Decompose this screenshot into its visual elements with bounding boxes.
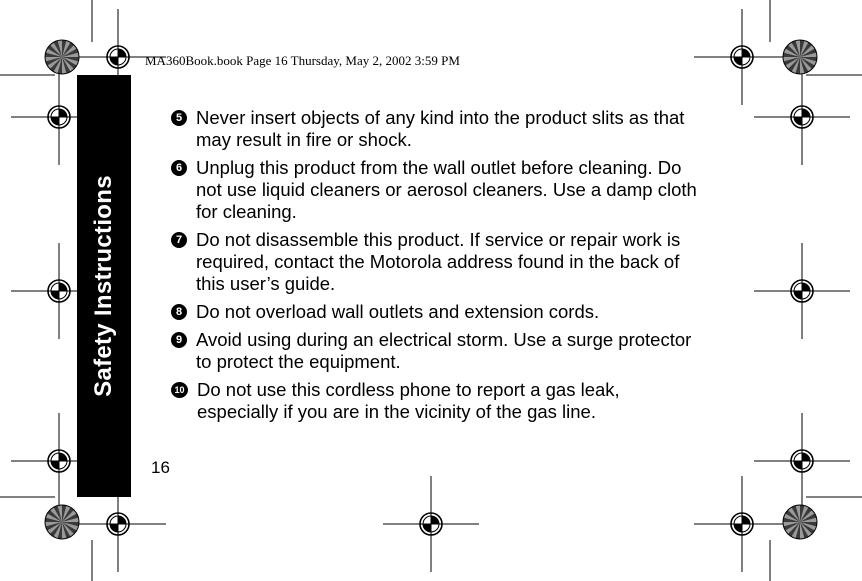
registration-target (694, 9, 790, 105)
file-info-header: MA360Book.book Page 16 Thursday, May 2, 2002 3:59 PM (145, 53, 460, 68)
list-item (171, 229, 701, 295)
item-number-badge: 9 (171, 332, 187, 348)
list-item (171, 157, 701, 223)
safety-list (171, 107, 701, 429)
star-target (783, 40, 817, 74)
item-text: Avoid using during an electrical storm. Use a surge protector to protect the equipment. (196, 329, 692, 372)
item-text: Do not overload wall outlets and extension cords. (196, 301, 600, 322)
item-number-badge: 6 (171, 160, 187, 176)
item-number-badge: 5 (171, 110, 187, 126)
item-number-badge: 7 (171, 232, 187, 248)
item-number-badge: 10 (171, 382, 188, 398)
registration-target (754, 243, 850, 339)
item-text: Never insert objects of any kind into the product slits as that may result in fire or shock. (196, 107, 685, 150)
item-text: Do not use this cordless phone to report a gas leak, especially if you are in the vicinity of the gas line. (197, 379, 620, 422)
star-target (783, 505, 817, 539)
page-number: 16 (151, 458, 170, 477)
star-target (45, 505, 79, 539)
section-tab-label: Safety Instructions (90, 175, 117, 397)
item-number-badge: 8 (171, 304, 187, 320)
list-item (171, 301, 701, 323)
registration-target (754, 69, 850, 165)
list-item (171, 107, 701, 151)
registration-target (383, 476, 479, 572)
item-text: Unplug this product from the wall outlet before cleaning. Do not use liquid cleaners or aerosol cleaners. Use a damp cloth for cleaning. (196, 157, 697, 222)
star-target (45, 40, 79, 74)
registration-target (694, 476, 790, 572)
item-text: Do not disassemble this product. If service or repair work is required, contact the Motorola address found in the back of this user’s guide. (196, 229, 681, 294)
registration-target (754, 413, 850, 509)
list-item (171, 329, 701, 373)
list-item (171, 379, 701, 423)
